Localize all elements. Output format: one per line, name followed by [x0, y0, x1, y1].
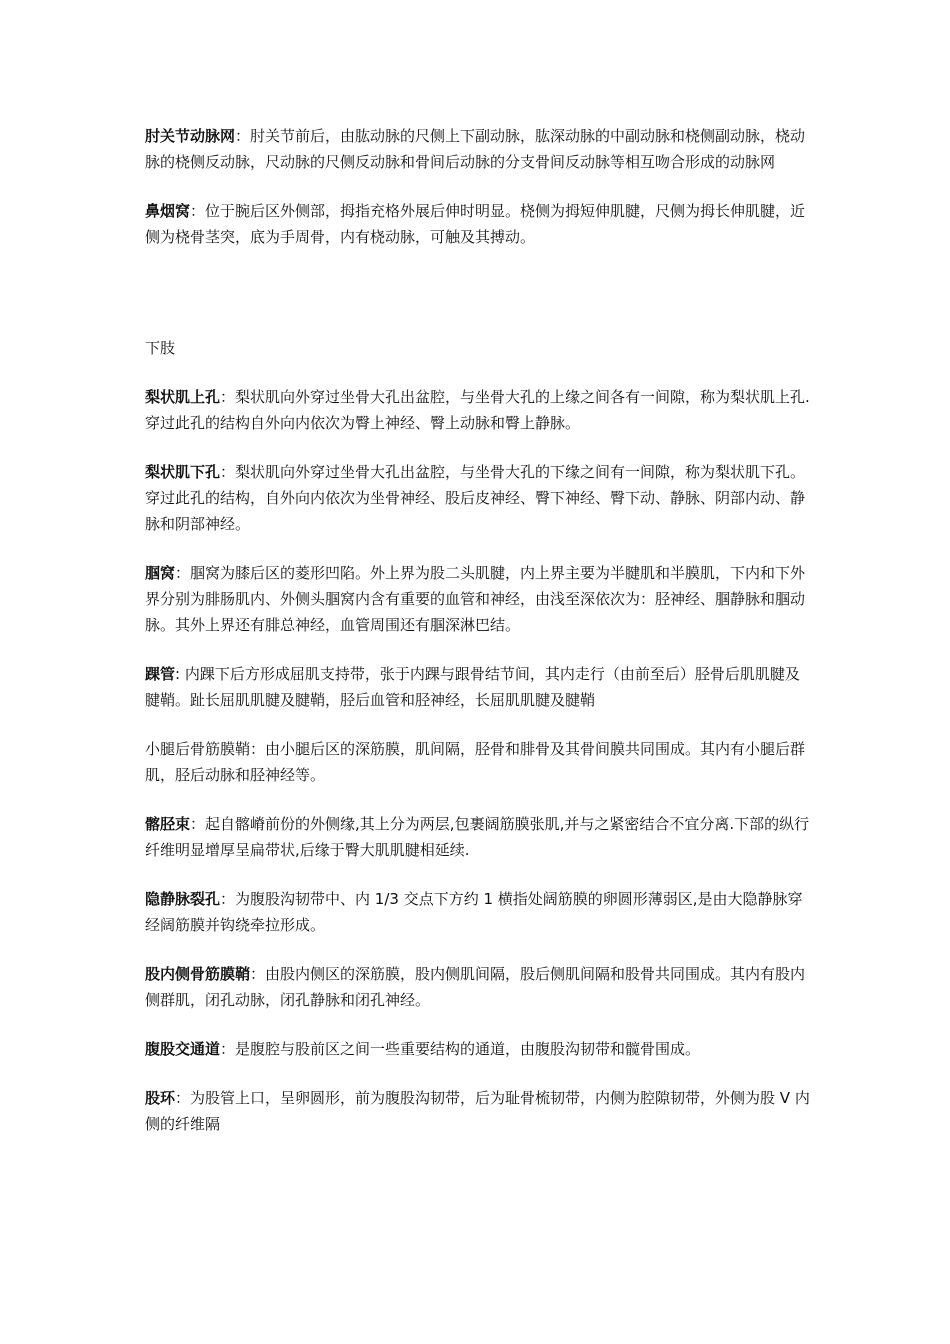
term-heading: 股内侧骨筋膜鞘	[145, 965, 251, 983]
term-separator: ：	[220, 463, 236, 481]
term-separator: ：	[190, 815, 206, 833]
term-separator: ：	[235, 127, 251, 145]
term-heading: 隐静脉裂孔	[145, 890, 221, 908]
term-separator: ：	[220, 1040, 236, 1058]
term-separator: ：	[175, 564, 191, 582]
paragraph-suprapiriform-foramen	[145, 384, 810, 436]
section-spacer	[145, 273, 810, 335]
definition-text: 起自髂嵴前份的外侧缘,其上分为两层,包裹阔筋膜张肌,并与之紧密结合不宜分离.下部的纵行纤维明显增厚呈扁带状,后缘于臀大肌肌腱相延续.	[145, 815, 810, 859]
term-heading: 梨状肌上孔	[145, 388, 221, 406]
definition-text: 是腹腔与股前区之间一些重要结构的通道，由腹股沟韧带和髋骨围成。	[235, 1040, 701, 1058]
paragraph-posterior-leg-compartment	[145, 736, 810, 788]
definition-text: 腘窝为膝后区的菱形凹陷。外上界为股二头肌腱，内上界主要为半腱肌和半膜肌，下内和下外界分别为腓肠肌内、外侧头腘窝内含有重要的血管和神经，由浅至深依次为：胫神经、腘静脉和腘动脉。其外上界还有腓总神经，血管周围还有腘深淋巴结。	[145, 564, 806, 634]
definition-text: 梨状肌向外穿过坐骨大孔出盆腔，与坐骨大孔的下缘之间有一间隙，称为梨状肌下孔。穿过此孔的结构，自外向内依次为坐骨神经、股后皮神经、臀下神经、臀下动、静脉、阴部内动、静脉和阴部神经。	[145, 463, 806, 533]
document-body	[145, 123, 810, 1160]
term-separator: ：	[220, 388, 236, 406]
term-heading: 股环	[145, 1089, 176, 1107]
definition-text: 小腿后骨筋膜鞘：由小腿后区的深筋膜，肌间隔，胫骨和腓骨及其骨间膜共同围成。其内有小腿后群肌，胫后动脉和胫神经等。	[145, 740, 806, 784]
definition-text: 内踝下后方形成屈肌支持带，张于内踝与跟骨结节间，其内走行（由前至后）胫骨后肌肌腱及腱鞘。趾长屈肌肌腱及腱鞘，胫后血管和胫神经，长屈肌肌腱及腱鞘	[145, 665, 800, 709]
paragraph-anatomical-snuffbox	[145, 198, 810, 250]
paragraph-iliotibial-tract	[145, 811, 810, 863]
paragraph-medial-femoral-compartment	[145, 961, 810, 1013]
paragraph-elbow-arterial-network	[145, 123, 810, 175]
definition-text: 肘关节前后，由肱动脉的尺侧上下副动脉，肱深动脉的中副动脉和桡侧副动脉，桡动脉的桡侧反动脉，尺动脉的尺侧反动脉和骨间后动脉的分支骨间反动脉等相互吻合形成的动脉网	[145, 127, 806, 171]
definition-text: 梨状肌向外穿过坐骨大孔出盆腔，与坐骨大孔的上缘之间各有一间隙，称为梨状肌上孔.穿过此孔的结构自外向内依次为臀上神经、臀上动脉和臀上静脉。	[145, 388, 810, 432]
definition-text: 位于腕后区外侧部，拇指充格外展后伸时明显。桡侧为拇短伸肌腱，尺侧为拇长伸肌腱，近侧为桡骨茎突，底为手周骨，内有桡动脉，可触及其搏动。	[145, 202, 806, 246]
paragraph-abdomino-femoral-passage	[145, 1036, 810, 1062]
paragraph-popliteal-fossa	[145, 560, 810, 638]
term-heading: 腘窝	[145, 564, 176, 582]
definition-text: 为股管上口，呈卵圆形，前为腹股沟韧带，后为耻骨梳韧带，内侧为腔隙韧带，外侧为股 V 内侧的纤维隔	[145, 1089, 810, 1133]
term-separator: ：	[250, 965, 266, 983]
term-heading: 踝管	[145, 665, 176, 683]
paragraph-malleolar-canal	[145, 661, 810, 713]
paragraph-infrapiriform-foramen	[145, 459, 810, 537]
term-heading: 鼻烟窝	[145, 202, 191, 220]
term-separator: :	[175, 665, 185, 683]
term-heading: 肘关节动脉网	[145, 127, 236, 145]
term-separator: ：	[190, 202, 206, 220]
paragraph-femoral-ring	[145, 1085, 810, 1137]
term-separator: ：	[175, 1089, 191, 1107]
definition-text: 由股内侧区的深筋膜，股内侧肌间隔，股后侧肌间隔和股骨共同围成。其内有股内侧群肌，闭孔动脉，闭孔静脉和闭孔神经。	[145, 965, 806, 1009]
term-separator: ：	[220, 890, 236, 908]
paragraph-saphenous-opening	[145, 886, 810, 938]
section-title: 下肢	[145, 339, 176, 357]
term-heading: 髂胫束	[145, 815, 191, 833]
definition-text: 为腹股沟韧带中、内 1/3 交点下方约 1 横指处阔筋膜的卵圆形薄弱区,是由大隐静脉穿经阔筋膜并钩绕牵拉形成。	[145, 890, 803, 934]
term-heading: 梨状肌下孔	[145, 463, 221, 481]
term-heading: 腹股交通道	[145, 1040, 221, 1058]
